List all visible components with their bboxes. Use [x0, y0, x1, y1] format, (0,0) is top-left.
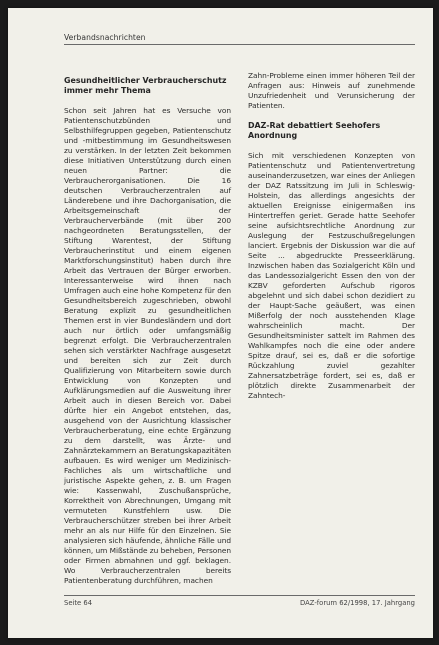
right-column [248, 70, 415, 401]
section-header: Verbandsnachrichten [64, 33, 146, 42]
article-body: Sich mit verschiedenen Konzepten von Patientenschutz und Patientenvertretung auseinanderzusetzen, war eines der Anliegen der DAZ Ratssitzung im Juli in Schleswig-Holstein, das allerdings angesichts der aktuellen Ereignisse einigermaßen ins Hintertreffen geriet. Gerade hatte Seehofer seine aufsichtsrechtliche Anordnung zur Auslegung der Festzuschußregelungen lanciert. Ergebnis der Diskussion war die auf Seite ... abgedruckte Presseerklärung. Inzwischen haben das Sozialgericht Köln und das Landessozialgericht Essen den von der KZBV geforderten Aufschub rigoros abgelehnt und sich dabei schon dezidiert zu der Haupt-Sache geäußert, was einen Mißerfolg der noch ausstehenden Klage wahrscheinlich macht. Der Gesundheitsminister sattelt im Rahmen des Wahlkampfes noch die eine oder andere Spitze drauf, sei es, daß er die sofortige Rückzahlung zuviel gezahlter Zahnersatzbeträge fordert, sei es, daß er plötzlich direkte Zusammenarbeit der Zahntech- [248, 151, 415, 401]
header-rule [64, 44, 415, 45]
issue-info: DAZ-forum 62/1998, 17. Jahrgang [300, 599, 415, 607]
journal-page [8, 8, 433, 638]
article-title: DAZ-Rat debattiert Seehofers Anordnung [248, 121, 381, 141]
page-content [64, 8, 415, 638]
article-title: Gesundheitlicher Verbraucherschutz immer mehr Thema [64, 76, 227, 96]
article-body-continued: Zahn-Probleme einen immer höheren Teil der Anfragen aus: Hinweis auf zunehmende Unzufriedenheit und Verunsicherung der Patienten. [248, 71, 415, 110]
left-column [64, 76, 231, 586]
page-number: Seite 64 [64, 599, 93, 607]
footer-rule [64, 595, 415, 596]
article-body: Schon seit Jahren hat es Versuche von Patientenschutzbünden und Selbsthilfegruppen gegeben, Patientenschutz und -mitbestimmung im Gesundheitswesen zu verstärken. In der letzten Zeit bekommen diese Initiativen Unterstützung durch einen neuen Partner: die Verbraucherorganisationen. Die 16 deutschen Verbraucherzentralen auf Länderebene und ihre Dachorganisation, die Arbeitsgemeinschaft der Verbraucherverbände (mit über 200 nachgeordneten Beratungsstellen, der Stiftung Warentest, der Stiftung Verbraucherinstitut und einem eigenen Marktforschungsinstitut) haben durch ihre Arbeit das Vertrauen der Bürger erworben. Interessanterweise wird ihnen nach Umfragen auch eine hohe Kompetenz für den Gesundheitsbereich zugeschrieben, obwohl Beratung explizit zu gesundheitlichen Themen erst in vier Bundesländern und dort auch nur örtlich oder umfangsmäßig begrenzt erfolgt. Die Verbraucherzentralen sehen sich verstärkter Nachfrage ausgesetzt und bereiten sich zur Zeit durch Qualifizierung von Mitarbeitern sowie durch Entwicklung von Konzepten und Aufklärungsmedien auf die Ausweitung ihrer Arbeit auch in diesen Bereich vor. Dabei dürfte hier ein Angebot entstehen, das, ausgehend von der Ausrichtung klassischer Verbraucherberatung, eine echte Ergänzung zu dem darstellt, was Ärzte- und Zahnärztekammern an Beratungskapazitäten aufbauen. Es wird weniger um Medizinisch-Fachliches als um wirtschaftliche und juristische Aspekte gehen, z. B. um Fragen wie: Kassenwahl, Zuschußansprüche, Korrektheit von Abrechnungen, Umgang mit vermuteten Kunstfehlern usw. Die Verbraucherschützer streben bei ihrer Arbeit mehr an als nur Hilfe für den Einzelnen. Sie analysieren sich häufende, ähnliche Fälle und können, um Mißstände zu beheben, Personen oder Firmen abmahnen und ggf. beklagen. Wo Verbraucherzentralen bereits Patientenberatung durchführen, machen [64, 106, 231, 586]
